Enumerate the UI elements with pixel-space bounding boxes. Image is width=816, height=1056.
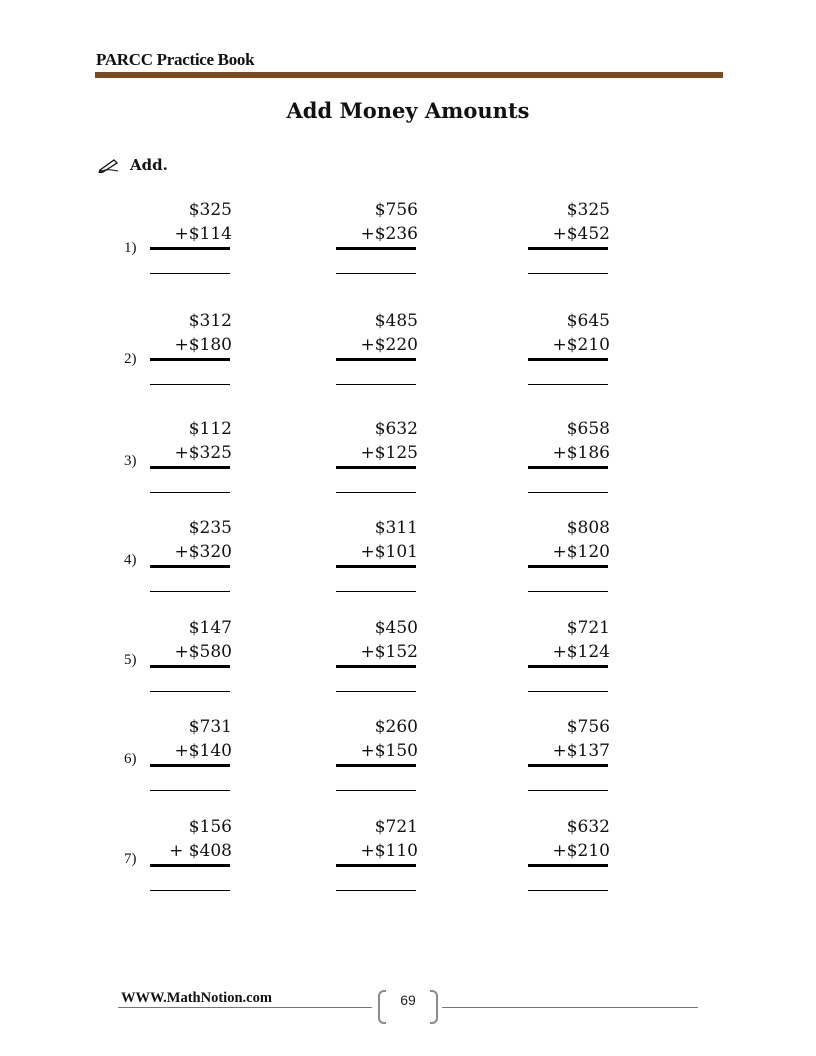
answer-blank[interactable] [150, 890, 230, 891]
addend-bottom: +$110 [360, 841, 418, 861]
addend-top: $731 [188, 717, 232, 737]
problem-number: 2) [124, 351, 137, 367]
answer-blank[interactable] [150, 790, 230, 791]
addition-problem [336, 518, 426, 598]
addend-bottom: +$120 [552, 542, 610, 562]
addend-bottom: +$150 [360, 741, 418, 761]
addend-bottom: +$320 [174, 542, 232, 562]
sum-rule [336, 864, 416, 867]
addend-top: $325 [566, 200, 610, 220]
answer-blank[interactable] [336, 273, 416, 274]
addition-problem [528, 817, 618, 897]
addition-problem [150, 717, 240, 797]
addend-bottom: +$452 [552, 224, 610, 244]
answer-blank[interactable] [336, 890, 416, 891]
addend-top: $260 [374, 717, 418, 737]
footer-rule-right [442, 1007, 698, 1008]
addend-bottom: +$101 [360, 542, 418, 562]
addend-bottom: +$180 [174, 335, 232, 355]
addend-top: $156 [188, 817, 232, 837]
addend-top: $721 [566, 618, 610, 638]
sum-rule [150, 358, 230, 361]
addend-top: $112 [188, 419, 232, 439]
addend-top: $312 [188, 311, 232, 331]
addend-top: $147 [188, 618, 232, 638]
footer-website: WWW.MathNotion.com [121, 990, 272, 1006]
sum-rule [528, 358, 608, 361]
addend-top: $756 [566, 717, 610, 737]
problem-number: 5) [124, 652, 137, 668]
addend-top: $325 [188, 200, 232, 220]
sum-rule [528, 565, 608, 568]
addend-bottom: +$580 [174, 642, 232, 662]
problem-number: 1) [124, 240, 137, 256]
pencil-icon [98, 157, 120, 173]
addend-bottom: +$325 [174, 443, 232, 463]
header-title: PARCC Practice Book [96, 50, 255, 69]
answer-blank[interactable] [528, 691, 608, 692]
addition-problem [528, 419, 618, 499]
addition-problem [336, 419, 426, 499]
answer-blank[interactable] [528, 591, 608, 592]
sum-rule [336, 764, 416, 767]
sum-rule [528, 247, 608, 250]
sum-rule [150, 665, 230, 668]
addend-top: $485 [374, 311, 418, 331]
footer-rule-left [118, 1007, 372, 1008]
addend-top: $450 [374, 618, 418, 638]
answer-blank[interactable] [336, 790, 416, 791]
page-title: Add Money Amounts [286, 98, 530, 123]
sum-rule [336, 247, 416, 250]
sum-rule [150, 466, 230, 469]
answer-blank[interactable] [528, 890, 608, 891]
answer-blank[interactable] [150, 691, 230, 692]
sum-rule [336, 466, 416, 469]
sum-rule [336, 665, 416, 668]
addition-problem [150, 518, 240, 598]
sum-rule [528, 665, 608, 668]
addend-top: $632 [566, 817, 610, 837]
answer-blank[interactable] [528, 384, 608, 385]
answer-blank[interactable] [336, 591, 416, 592]
addend-bottom: +$186 [552, 443, 610, 463]
sum-rule [528, 764, 608, 767]
addend-top: $756 [374, 200, 418, 220]
answer-blank[interactable] [150, 273, 230, 274]
answer-blank[interactable] [528, 492, 608, 493]
problem-number: 3) [124, 453, 137, 469]
addend-bottom: +$137 [552, 741, 610, 761]
addend-bottom: +$114 [174, 224, 232, 244]
addend-bottom: + $408 [169, 841, 232, 861]
problem-number: 7) [124, 851, 137, 867]
sum-rule [336, 565, 416, 568]
answer-blank[interactable] [150, 591, 230, 592]
addition-problem [528, 618, 618, 698]
answer-blank[interactable] [150, 384, 230, 385]
answer-blank[interactable] [528, 790, 608, 791]
addend-bottom: +$220 [360, 335, 418, 355]
addend-top: $632 [374, 419, 418, 439]
addend-top: $808 [566, 518, 610, 538]
addition-problem [336, 311, 426, 391]
answer-blank[interactable] [336, 691, 416, 692]
addition-problem [150, 618, 240, 698]
sum-rule [528, 466, 608, 469]
addition-problem [150, 817, 240, 897]
sum-rule [150, 565, 230, 568]
addition-problem [336, 200, 426, 280]
addition-problem [336, 817, 426, 897]
sum-rule [150, 247, 230, 250]
addition-problem [336, 717, 426, 797]
addend-bottom: +$125 [360, 443, 418, 463]
addition-problem [528, 717, 618, 797]
addend-top: $721 [374, 817, 418, 837]
answer-blank[interactable] [336, 384, 416, 385]
addition-problem [150, 200, 240, 280]
sum-rule [528, 864, 608, 867]
sum-rule [150, 764, 230, 767]
addend-top: $235 [188, 518, 232, 538]
addition-problem [150, 311, 240, 391]
addition-problem [528, 200, 618, 280]
instruction [98, 156, 168, 174]
addend-top: $658 [566, 419, 610, 439]
addition-problem [528, 518, 618, 598]
answer-blank[interactable] [528, 273, 608, 274]
problem-number: 6) [124, 751, 137, 767]
addition-problem [150, 419, 240, 499]
answer-blank[interactable] [336, 492, 416, 493]
addend-bottom: +$124 [552, 642, 610, 662]
sum-rule [150, 864, 230, 867]
addend-bottom: +$210 [552, 335, 610, 355]
addend-bottom: +$210 [552, 841, 610, 861]
addend-bottom: +$140 [174, 741, 232, 761]
addend-bottom: +$152 [360, 642, 418, 662]
answer-blank[interactable] [150, 492, 230, 493]
page-number: 69 [400, 992, 416, 1008]
addend-top: $645 [566, 311, 610, 331]
problem-number: 4) [124, 552, 137, 568]
addition-problem [336, 618, 426, 698]
addend-bottom: +$236 [360, 224, 418, 244]
addend-top: $311 [374, 518, 418, 538]
header-rule [95, 72, 723, 78]
addition-problem [528, 311, 618, 391]
instruction-text: Add. [130, 156, 168, 174]
sum-rule [336, 358, 416, 361]
